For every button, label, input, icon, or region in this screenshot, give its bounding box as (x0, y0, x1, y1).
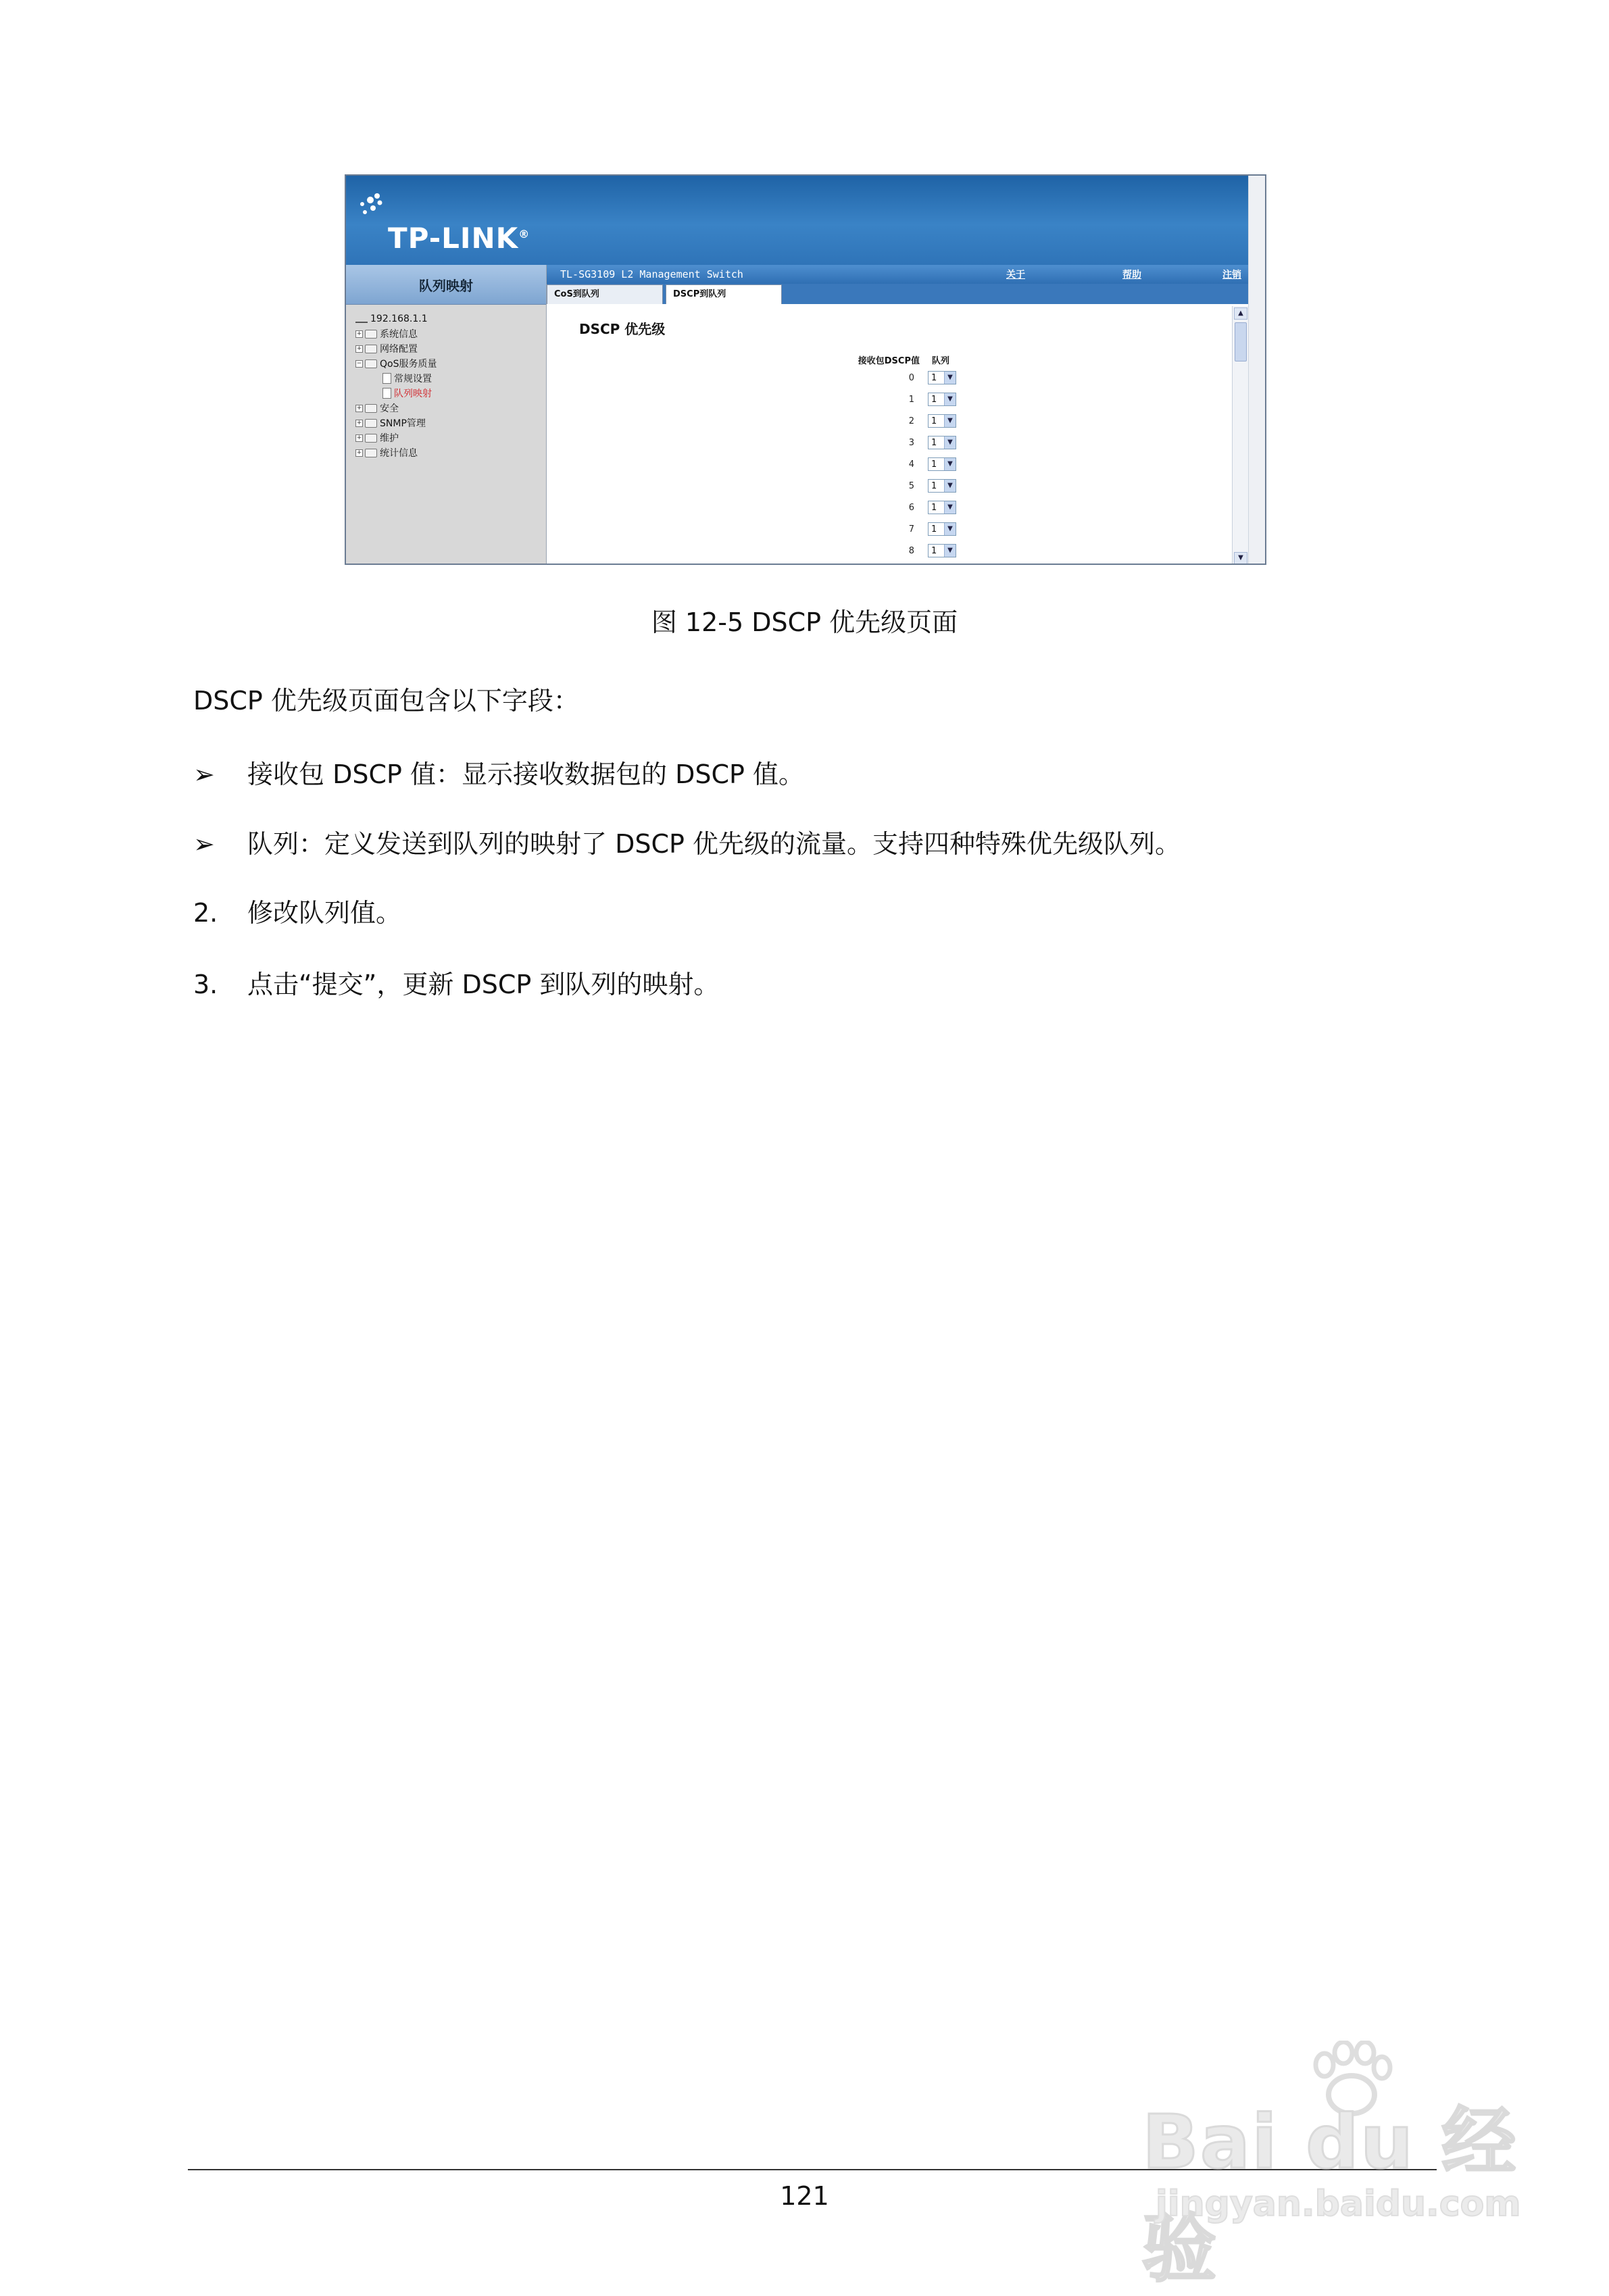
tree-item-label: 常规设置 (394, 374, 432, 384)
section-title: DSCP 优先级 (579, 321, 666, 337)
watermark-brand: Bai du 经验 (1142, 2099, 1518, 2292)
tree-item-label: 系统信息 (380, 329, 418, 340)
tp-link-logo: TP-LINK® (388, 222, 530, 255)
folder-icon (365, 330, 377, 339)
chevron-down-icon[interactable]: ▼ (944, 415, 956, 427)
bullet-arrow-icon: ➢ (193, 759, 215, 789)
list-item-text: 接收包 DSCP 值：显示接收数据包的 DSCP 值。 (247, 759, 804, 789)
folder-icon (365, 419, 377, 428)
tree-item-queue-mapping[interactable] (355, 386, 546, 401)
scrollbar-thumb[interactable] (1235, 322, 1247, 361)
dscp-value: 8 (908, 545, 914, 556)
bullet-arrow-icon: ➢ (193, 829, 215, 859)
main-panel (547, 265, 1249, 564)
column-header-dscp: 接收包DSCP值 (858, 355, 920, 366)
baidu-watermark (1142, 2041, 1548, 2292)
figure-caption: 图 12-5 DSCP 优先级页面 (651, 607, 958, 637)
tree-item-label: 队列映射 (394, 389, 432, 399)
table-row (837, 367, 956, 389)
folder-icon (365, 449, 377, 457)
queue-select[interactable] (928, 479, 956, 493)
tree-item-snmp[interactable] (355, 416, 546, 430)
chevron-down-icon[interactable]: ▼ (944, 436, 956, 449)
folder-icon (365, 434, 377, 443)
window-scrollbar[interactable] (1248, 176, 1265, 564)
queue-select[interactable] (928, 457, 956, 471)
tab-cos-to-queue[interactable]: CoS到队列 (547, 284, 663, 304)
queue-select[interactable] (928, 544, 956, 557)
queue-select-value: 1 (931, 545, 937, 556)
tree-item-qos[interactable] (355, 356, 546, 371)
about-link[interactable]: 关于 (1006, 270, 1025, 280)
queue-select[interactable] (928, 371, 956, 384)
list-item-text: 队列：定义发送到队列的映射了 DSCP 优先级的流量。支持四种特殊优先级队列。 (247, 829, 1181, 859)
help-link[interactable]: 帮助 (1122, 270, 1141, 280)
dscp-value: 3 (908, 437, 914, 448)
table-row (837, 540, 956, 561)
queue-select-value: 1 (931, 394, 937, 405)
sidebar-title: 队列映射 (346, 265, 546, 305)
step-number: 3. (193, 970, 218, 999)
tree-item-statistics[interactable] (355, 445, 546, 460)
dscp-value: 5 (908, 480, 914, 491)
queue-select-value: 1 (931, 437, 937, 448)
logout-link[interactable]: 注销 (1222, 270, 1241, 280)
table-row (837, 453, 956, 475)
expand-icon[interactable]: + (356, 345, 362, 352)
chevron-down-icon[interactable]: ▼ (944, 480, 956, 492)
table-row (837, 432, 956, 453)
tree-item-label: 网络配置 (380, 344, 418, 355)
step-text: 修改队列值。 (247, 898, 402, 928)
table-row (837, 497, 956, 518)
folder-open-icon (365, 359, 377, 368)
step-item (193, 892, 401, 929)
tp-link-logo-graphic (357, 192, 391, 222)
list-item (193, 753, 804, 791)
tree-item-label: 安全 (380, 403, 399, 414)
sidebar (346, 265, 547, 564)
expand-icon[interactable]: + (356, 419, 362, 426)
expand-icon[interactable]: + (356, 404, 362, 411)
switch-name: TL-SG3109 L2 Management Switch (560, 268, 743, 280)
table-row (837, 410, 956, 432)
tab-dscp-to-queue[interactable]: DSCP到队列 (666, 284, 782, 304)
tree-item-maintenance[interactable] (355, 430, 546, 445)
table-row (837, 518, 956, 540)
folder-icon (365, 345, 377, 353)
chevron-down-icon[interactable]: ▼ (944, 545, 956, 557)
expand-icon[interactable]: + (356, 434, 362, 441)
scroll-up-icon[interactable]: ▲ (1234, 307, 1247, 320)
tree-item-label: 维护 (380, 433, 399, 444)
nav-tree (346, 305, 546, 460)
step-number: 2. (193, 898, 218, 928)
tree-item-security[interactable] (355, 401, 546, 416)
content-scrollbar[interactable] (1232, 306, 1249, 565)
queue-select[interactable] (928, 436, 956, 449)
intro-paragraph: DSCP 优先级页面包含以下字段： (193, 686, 579, 716)
tree-item-label: 192.168.1.1 (370, 314, 428, 324)
queue-select-value: 1 (931, 502, 937, 513)
embedded-screenshot (345, 174, 1266, 565)
list-item (193, 823, 1181, 860)
tree-item-label: 统计信息 (380, 448, 418, 459)
expand-icon[interactable]: + (356, 330, 362, 337)
queue-select[interactable] (928, 501, 956, 514)
chevron-down-icon[interactable]: ▼ (944, 523, 956, 535)
network-icon (355, 315, 368, 323)
queue-select[interactable] (928, 393, 956, 406)
dscp-value: 2 (908, 416, 914, 426)
dscp-value: 7 (908, 524, 914, 534)
expand-icon[interactable]: + (356, 449, 362, 456)
folder-icon (365, 404, 377, 413)
collapse-icon[interactable]: − (356, 359, 362, 367)
chevron-down-icon[interactable]: ▼ (944, 393, 956, 405)
dscp-value: 6 (908, 502, 914, 513)
tree-item-label: SNMP管理 (380, 418, 426, 429)
table-header (837, 352, 956, 367)
chevron-down-icon[interactable]: ▼ (944, 501, 956, 514)
scroll-down-icon[interactable]: ▼ (1234, 552, 1247, 564)
queue-select-value: 1 (931, 416, 937, 426)
queue-select-value: 1 (931, 480, 937, 491)
tree-item-system-info[interactable] (355, 326, 546, 341)
tree-item-network-config[interactable] (355, 341, 546, 356)
queue-select-value: 1 (931, 459, 937, 470)
dscp-value: 0 (908, 372, 914, 383)
page-number: 121 (780, 2181, 829, 2211)
tree-item-general-settings[interactable] (355, 371, 546, 386)
table-row (837, 475, 956, 497)
step-item (193, 964, 719, 1001)
page-icon (382, 373, 391, 384)
queue-select[interactable] (928, 414, 956, 428)
tab-bar (547, 284, 1249, 306)
title-bar (547, 265, 1249, 284)
dscp-value: 1 (908, 394, 914, 405)
chevron-down-icon[interactable]: ▼ (944, 458, 956, 470)
queue-select-value: 1 (931, 372, 937, 383)
queue-select-value: 1 (931, 524, 937, 534)
tree-item-label: QoS服务质量 (380, 359, 437, 370)
table-row (837, 389, 956, 410)
header-banner (346, 176, 1249, 265)
page-icon (382, 388, 391, 399)
chevron-down-icon[interactable]: ▼ (944, 372, 956, 384)
tree-item-host[interactable] (355, 311, 546, 326)
content-area (547, 306, 1249, 565)
step-text: 点击“提交”，更新 DSCP 到队列的映射。 (247, 970, 720, 999)
column-header-queue: 队列 (931, 355, 949, 366)
dscp-table (837, 352, 956, 561)
watermark-url: jingyan.baidu.com (1156, 2184, 1521, 2224)
queue-select[interactable] (928, 522, 956, 536)
dscp-value: 4 (908, 459, 914, 470)
